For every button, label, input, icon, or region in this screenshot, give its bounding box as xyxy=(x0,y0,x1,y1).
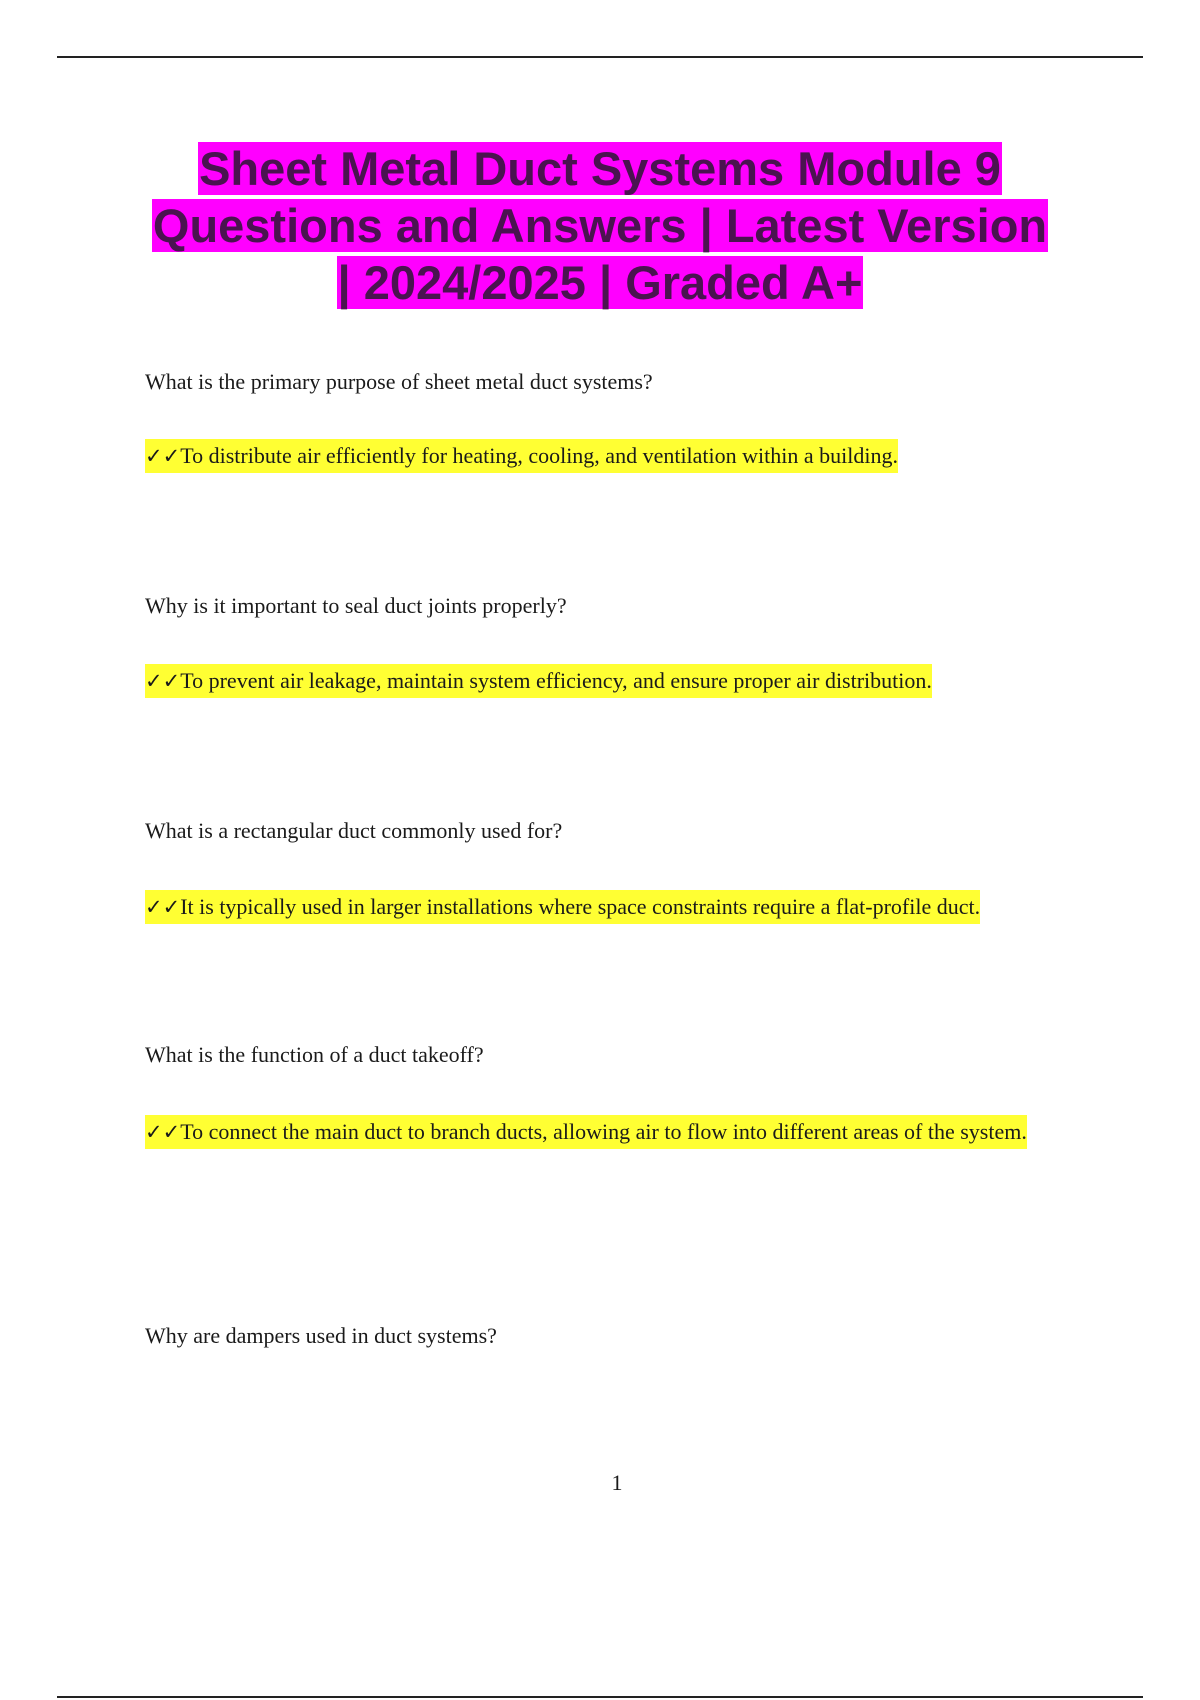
title-line-2: Questions and Answers | Latest Version xyxy=(152,199,1048,252)
title-line-3: | 2024/2025 | Graded A+ xyxy=(337,256,863,309)
answer-body: To prevent air leakage, maintain system efficiency, and ensure proper air distribution. xyxy=(180,668,932,693)
qa-item-5 xyxy=(145,1321,1075,1351)
answer-text xyxy=(145,666,1075,696)
double-check-icon: ✓✓ xyxy=(145,444,181,468)
answer-text xyxy=(145,441,1075,471)
bottom-rule xyxy=(57,1696,1143,1698)
answer-text xyxy=(145,892,1075,922)
question-text: What is the function of a duct takeoff? xyxy=(145,1042,484,1067)
answer-body: To connect the main duct to branch ducts, allowing air to flow into different areas of the system. xyxy=(180,1119,1027,1144)
answer-body: It is typically used in larger installations where space constraints require a flat-profile duct. xyxy=(180,894,981,919)
title-line-1: Sheet Metal Duct Systems Module 9 xyxy=(199,142,1001,195)
double-check-icon: ✓✓ xyxy=(145,895,181,919)
answer-body: To distribute air efficiently for heating, cooling, and ventilation within a building. xyxy=(180,443,898,468)
qa-item-1 xyxy=(145,367,1075,471)
answer-text xyxy=(145,1101,1075,1163)
double-check-icon: ✓✓ xyxy=(145,669,181,693)
question-text: Why are dampers used in duct systems? xyxy=(145,1323,497,1348)
qa-item-4 xyxy=(145,1040,1075,1163)
qa-item-2 xyxy=(145,591,1075,696)
document-title xyxy=(100,140,1100,311)
question-text: Why is it important to seal duct joints properly? xyxy=(145,593,567,618)
top-rule xyxy=(57,56,1143,58)
qa-item-3 xyxy=(145,816,1075,922)
page-number: 1 xyxy=(611,1470,623,1495)
question-text: What is a rectangular duct commonly used for? xyxy=(145,818,563,843)
question-text: What is the primary purpose of sheet metal duct systems? xyxy=(145,369,653,394)
double-check-icon: ✓✓ xyxy=(145,1120,181,1144)
